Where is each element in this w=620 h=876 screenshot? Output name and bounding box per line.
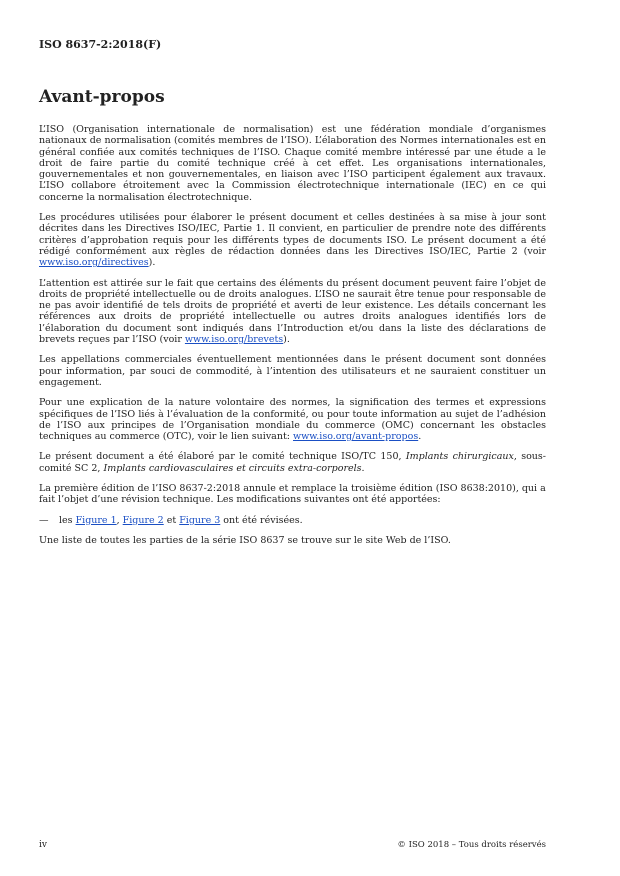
- paragraph-series-list: Une liste de toutes les parties de la série ISO 8637 se trouve sur le site Web de l’ISO.: [39, 534, 451, 546]
- paragraph-committee: Le présent document a été élaboré par le comité technique ISO/TC 150, Implants chirurgicaux, sous-comité SC 2, Implants cardiovasculaires et circuits extra-corporels.: [39, 451, 547, 474]
- paragraph-trade-names: Les appellations commerciales éventuellement mentionnées dans le présent document sont données pour information, par souci de commodité, à l’intention des utilisateurs et ne sauraient constituer un engagement.: [39, 354, 546, 388]
- copyright-notice: © ISO 2018 – Tous droits réservés: [397, 840, 546, 850]
- link-avant-propos[interactable]: www.iso.org/avant-propos: [293, 431, 419, 443]
- dash-bullet: —: [39, 514, 49, 526]
- link-figure-2[interactable]: Figure 2: [122, 514, 164, 526]
- document-id: ISO 8637-2:2018(F): [39, 38, 162, 51]
- paragraph-patents: L’attention est attirée sur le fait que certains des éléments du présent document peuvent faire l’objet de droits de propriété intellectuelle ou de droits analogues. L’ISO ne saurait être tenue pour responsable de ne pas avoir identifié de tels droits de propriété et averti de leur existence. Les détails concernant les références aux droits de propriété intellectuelle ou autres droits analogues identifiés lors de l’élaboration du document sont indiqués dans l’Introduction et/ou dans la liste des déclarations de brevets reçues par l’ISO (voir www.iso.org/brevets).: [39, 277, 546, 346]
- paragraph-voluntary-nature: Pour une explication de la nature volontaire des normes, la signification des termes et expressions spécifiques de l’ISO liés à l’évaluation de la conformité, ou pour toute information au sujet de l’adhésion de l’ISO aux principes de l’Organisation mondiale du commerce (OMC) concernant les obstacles techniques au commerce (OTC), voir le lien suivant: www.iso.org/avant-propos.: [39, 397, 546, 443]
- page-number: iv: [39, 840, 47, 850]
- link-figure-3[interactable]: Figure 3: [179, 514, 221, 526]
- link-brevets[interactable]: www.iso.org/brevets: [184, 334, 284, 346]
- link-directives[interactable]: www.iso.org/directives: [39, 257, 149, 269]
- link-figure-1[interactable]: Figure 1: [75, 514, 117, 526]
- paragraph-edition: La première édition de l’ISO 8637-2:2018 annule et remplace la troisième édition (ISO 8638:2010), qui a fait l’objet d’une révision technique. Les modifications suivantes ont été apportées:: [39, 483, 546, 506]
- paragraph-procedures: Les procédures utilisées pour élaborer le présent document et celles destinées à sa mise à jour sont décrites dans les Directives ISO/IEC, Partie 1. Il convient, en particulier de prendre note des différents critères d’approbation requis pour les différents types de documents ISO. Le présent document a été rédigé conformément aux règles de rédaction données dans les Directives ISO/IEC, Partie 2 (voir www.iso.org/directives).: [39, 212, 546, 269]
- list-item-changes: — les Figure 1, Figure 2 et Figure 3 ont été révisées.: [39, 514, 303, 526]
- foreword-body: [39, 124, 546, 555]
- paragraph-iso-intro: L’ISO (Organisation internationale de normalisation) est une fédération mondiale d’organismes nationaux de normalisation (comités membres de l’ISO). L’élaboration des Normes internationales est en général confiée aux comités techniques de l’ISO. Chaque comité membre intéressé par une étude a le droit de faire partie du comité technique créé à cet effet. Les organisations internationales, gouvernementales et non gouvernementales, en liaison avec l’ISO participent également aux travaux. L’ISO collabore étroitement avec la Commission électrotechnique internationale (IEC) en ce qui concerne la normalisation électrotechnique.: [39, 124, 546, 203]
- section-heading: Avant-propos: [39, 87, 165, 107]
